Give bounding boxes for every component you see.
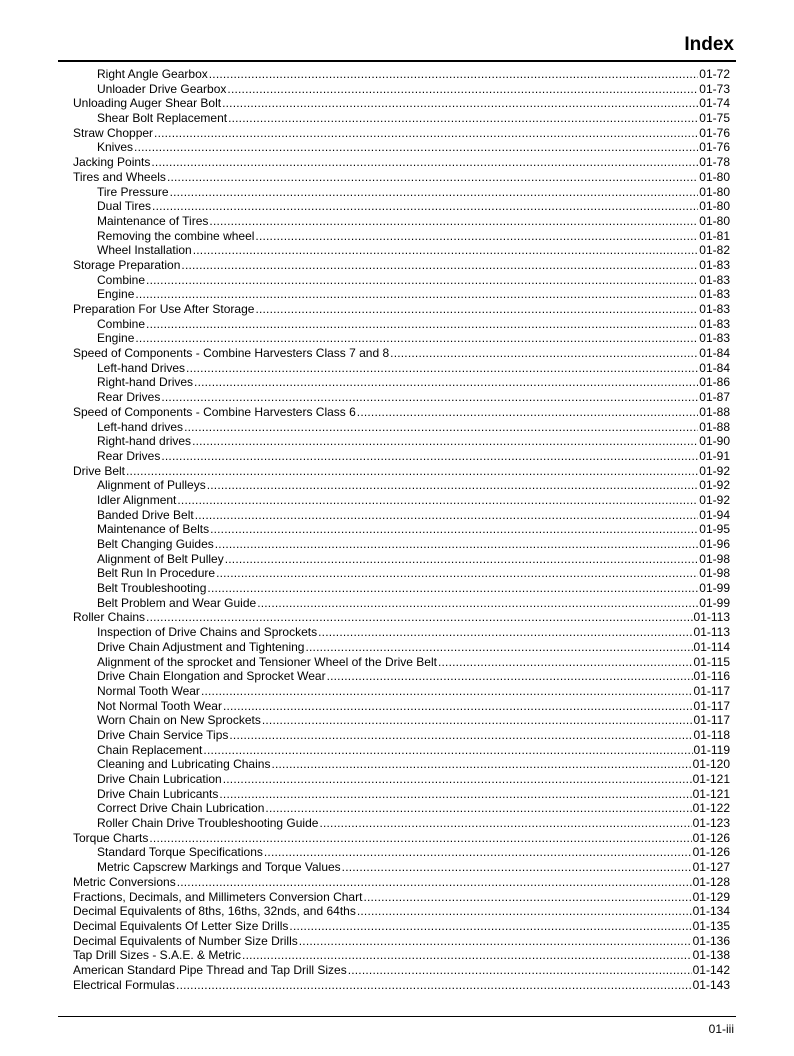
dot-leader [151,155,698,170]
index-subentry[interactable] [73,199,730,214]
dot-leader [363,890,691,905]
entry-page-number: 01-129 [692,889,730,904]
entry-label: Idler Alignment [97,492,177,507]
entry-label: Preparation For Use After Storage [73,302,255,316]
dot-leader [195,508,699,523]
entry-label: Speed of Components - Combine Harvesters Class 6 [73,404,356,419]
index-subentry[interactable] [73,317,730,332]
index-subentry[interactable] [73,669,730,684]
index-entry[interactable] [73,302,730,317]
index-subentry[interactable] [73,67,730,82]
dot-leader [262,713,693,728]
index-subentry[interactable] [73,772,730,787]
index-subentry[interactable] [73,713,730,728]
entry-label: Belt Problem and Wear Guide [97,595,257,610]
dot-leader [225,552,699,567]
index-subentry[interactable] [73,655,730,670]
index-subentry[interactable] [73,699,730,714]
entry-label: Rear Drives [97,390,161,405]
header-divider [58,60,736,62]
entry-label: Right-hand Drives [97,375,194,390]
index-subentry[interactable] [73,331,730,346]
index-subentry[interactable] [73,728,730,743]
index-subentry[interactable] [73,375,730,390]
entry-label: Normal Tooth Wear [97,683,200,698]
entry-page-number: 01-121 [692,786,730,801]
dot-leader [229,728,692,743]
entry-label: Electrical Formulas [73,977,176,992]
entry-page-number: 01-99 [699,595,730,610]
dot-leader [161,449,698,464]
entry-page-number: 01-84 [699,346,730,361]
entry-label: Correct Drive Chain Lubrication [97,801,265,816]
entry-page-number: 01-83 [699,287,730,302]
dot-leader [207,478,699,493]
entry-label: Engine [97,331,135,346]
entry-page-number: 01-72 [699,67,730,81]
page-number: 01-iii [708,1022,734,1036]
entry-page-number: 01-117 [693,698,730,713]
index-subentry[interactable] [73,214,730,229]
dot-leader [209,214,698,229]
dot-leader [154,126,698,141]
entry-label: Fractions, Decimals, and Millimeters Conversion Chart [73,889,363,904]
dot-leader [186,361,698,376]
entry-page-number: 01-92 [699,478,730,493]
entry-page-number: 01-119 [693,742,730,757]
dot-leader [161,390,698,405]
dot-leader [192,434,698,449]
entry-label: Unloading Auger Shear Bolt [73,96,222,111]
entry-page-number: 01-96 [699,537,730,551]
dot-leader [271,757,691,772]
index-subentry[interactable] [73,537,730,552]
dot-leader [228,111,698,126]
entry-page-number: 01-117 [693,683,730,698]
entry-label: Alignment of the sprocket and Tensioner Wheel of the Drive Belt [97,654,437,669]
dot-leader [327,669,693,684]
entry-page-number: 01-76 [699,140,730,155]
index-subentry[interactable] [73,522,730,537]
entry-label: Decimal Equivalents of Number Size Drills [73,933,298,948]
entry-label: Dual Tires [97,199,152,214]
dot-leader [227,82,698,97]
entry-page-number: 01-98 [699,551,730,566]
dot-leader [167,170,698,185]
entry-label: Maintenance of Tires [97,213,209,228]
dot-leader [146,317,698,332]
index-entry[interactable] [73,875,730,890]
dot-leader [342,860,692,875]
entry-page-number: 01-116 [693,669,730,684]
index-subentry[interactable] [73,243,730,258]
entry-label: Knives [97,140,134,155]
index-subentry[interactable] [73,684,730,699]
index-entry[interactable] [73,904,730,919]
entry-page-number: 01-113 [693,625,730,640]
entry-page-number: 01-83 [699,257,730,272]
entry-label: Not Normal Tooth Wear [97,698,222,713]
index-subentry[interactable] [73,478,730,493]
entry-label: Jacking Points [73,155,151,170]
entry-page-number: 01-142 [692,962,730,977]
entry-page-number: 01-127 [692,860,730,875]
index-subentry[interactable] [73,390,730,405]
dot-leader [203,743,692,758]
entry-page-number: 01-80 [699,169,730,184]
index-subentry[interactable] [73,185,730,200]
entry-page-number: 01-84 [699,360,730,375]
index-entry[interactable] [73,346,730,361]
dot-leader [201,684,693,699]
dot-leader [357,904,692,919]
entry-page-number: 01-123 [692,816,730,831]
entry-page-number: 01-117 [693,713,730,728]
dot-leader [135,331,698,346]
entry-page-number: 01-134 [692,904,730,919]
dot-leader [146,273,698,288]
entry-page-number: 01-90 [699,434,730,449]
entry-label: Unloader Drive Gearbox [97,81,227,96]
index-subentry[interactable] [73,640,730,655]
entry-page-number: 01-74 [699,96,730,111]
dot-leader [216,566,698,581]
index-entry[interactable] [73,126,730,141]
dot-leader [255,302,698,317]
entry-page-number: 01-83 [699,272,730,287]
entry-label: Roller Chain Drive Troubleshooting Guide [97,816,319,831]
index-entry[interactable] [73,963,730,978]
index-subentry[interactable] [73,449,730,464]
dot-leader [305,640,692,655]
entry-page-number: 01-82 [699,243,730,258]
entry-page-number: 01-143 [692,977,730,992]
index-entry[interactable] [73,831,730,846]
index-subentry[interactable] [73,581,730,596]
entry-page-number: 01-73 [699,81,730,96]
entry-label: Tire Pressure [97,184,169,199]
entry-label: Belt Troubleshooting [97,581,207,596]
index-list [73,67,730,992]
entry-page-number: 01-115 [693,654,730,669]
dot-leader [264,845,692,860]
dot-leader [181,258,698,273]
dot-leader [176,978,692,993]
entry-page-number: 01-83 [699,331,730,346]
entry-label: Right-hand drives [97,434,192,449]
entry-label: Decimal Equivalents Of Letter Size Drills [73,918,289,933]
entry-page-number: 01-126 [692,845,730,860]
index-subentry[interactable] [73,361,730,376]
entry-label: Tap Drill Sizes - S.A.E. & Metric [73,948,242,963]
dot-leader [184,420,698,435]
entry-label: Removing the combine wheel [97,228,255,243]
entry-page-number: 01-128 [692,874,730,889]
entry-label: Alignment of Belt Pulley [97,551,224,566]
dot-leader [177,875,692,890]
entry-label: Drive Chain Elongation and Sprocket Wear [97,669,326,684]
index-subentry[interactable] [73,82,730,97]
entry-page-number: 01-88 [699,404,730,419]
index-subentry[interactable] [73,596,730,611]
index-subentry[interactable] [73,743,730,758]
dot-leader [223,699,693,714]
entry-page-number: 01-126 [692,830,730,845]
entry-page-number: 01-76 [699,125,730,140]
dot-leader [289,919,691,934]
index-subentry[interactable] [73,845,730,860]
entry-page-number: 01-95 [699,522,730,537]
entry-label: Standard Torque Specifications [97,845,263,860]
index-entry[interactable] [73,155,730,170]
index-entry[interactable] [73,258,730,273]
dot-leader [152,199,698,214]
index-subentry[interactable] [73,566,730,581]
dot-leader [194,375,698,390]
entry-page-number: 01-114 [693,639,730,654]
dot-leader [318,625,692,640]
dot-leader [319,816,691,831]
dot-leader [255,229,698,244]
dot-leader [215,537,699,552]
dot-leader [242,948,692,963]
dot-leader [438,655,693,670]
entry-label: American Standard Pipe Thread and Tap Drill Sizes [73,962,347,977]
entry-label: Worn Chain on New Sprockets [97,713,261,728]
entry-label: Rear Drives [97,448,161,463]
entry-label: Drive Chain Service Tips [97,727,229,742]
index-entry[interactable] [73,405,730,420]
entry-page-number: 01-78 [699,155,730,170]
dot-leader [177,493,698,508]
entry-page-number: 01-92 [699,463,730,478]
index-subentry[interactable] [73,140,730,155]
entry-label: Cleaning and Lubricating Chains [97,757,271,772]
dot-leader [219,787,691,802]
entry-page-number: 01-91 [699,448,730,463]
entry-label: Shear Bolt Replacement [97,111,228,126]
entry-label: Alignment of Pulleys [97,478,206,493]
index-subentry[interactable] [73,493,730,508]
page-title: Index [684,34,734,55]
entry-page-number: 01-118 [693,727,730,742]
entry-page-number: 01-122 [692,801,730,816]
entry-label: Drive Belt [73,463,126,478]
index-subentry[interactable] [73,860,730,875]
entry-label: Inspection of Drive Chains and Sprockets [97,625,318,640]
entry-label: Metric Capscrew Markings and Torque Values [97,860,341,875]
entry-label: Torque Charts [73,830,149,845]
entry-page-number: 01-80 [699,199,730,214]
dot-leader [134,140,698,155]
dot-leader [210,522,698,537]
index-subentry[interactable] [73,757,730,772]
entry-page-number: 01-94 [699,507,730,522]
entry-page-number: 01-120 [692,757,730,772]
index-entry[interactable] [73,978,730,993]
entry-label: Roller Chains [73,610,146,625]
dot-leader [207,581,698,596]
dot-leader [390,346,698,361]
dot-leader [357,405,699,420]
entry-page-number: 01-83 [699,316,730,331]
entry-page-number: 01-80 [699,184,730,199]
dot-leader [209,67,699,82]
entry-label: Drive Chain Lubricants [97,786,219,801]
index-subentry[interactable] [73,229,730,244]
index-subentry[interactable] [73,816,730,831]
entry-label: Banded Drive Belt [97,507,194,522]
entry-label: Maintenance of Belts [97,522,210,537]
entry-label: Wheel Installation [97,243,192,258]
entry-page-number: 01-138 [692,948,730,963]
entry-label: Left-hand Drives [97,360,186,375]
entry-page-number: 01-98 [699,566,730,581]
entry-label: Belt Changing Guides [97,537,214,551]
entry-page-number: 01-87 [699,390,730,405]
entry-page-number: 01-121 [692,772,730,786]
index-entry[interactable] [73,96,730,111]
index-subentry[interactable] [73,801,730,816]
entry-page-number: 01-80 [699,213,730,228]
dot-leader [146,610,692,625]
index-subentry[interactable] [73,434,730,449]
entry-page-number: 01-135 [692,918,730,933]
entry-page-number: 01-92 [699,492,730,507]
entry-label: Drive Chain Adjustment and Tightening [97,639,305,654]
dot-leader [223,772,692,787]
entry-label: Speed of Components - Combine Harvesters Class 7 and 8 [73,346,390,361]
index-entry[interactable] [73,948,730,963]
index-entry[interactable] [73,890,730,905]
entry-label: Combine [97,272,146,287]
index-subentry[interactable] [73,420,730,435]
entry-page-number: 01-75 [699,111,730,126]
entry-label: Right Angle Gearbox [97,67,208,81]
dot-leader [257,596,698,611]
entry-label: Straw Chopper [73,125,154,140]
index-entry[interactable] [73,464,730,479]
entry-label: Drive Chain Lubrication [97,772,222,786]
dot-leader [348,963,692,978]
dot-leader [265,801,691,816]
entry-page-number: 01-88 [699,419,730,434]
index-subentry[interactable] [73,552,730,567]
dot-leader [126,464,698,479]
dot-leader [193,243,699,258]
entry-page-number: 01-81 [699,228,730,243]
entry-page-number: 01-136 [692,933,730,948]
entry-label: Left-hand drives [97,419,184,434]
entry-page-number: 01-86 [699,375,730,390]
dot-leader [299,934,692,949]
index-subentry[interactable] [73,111,730,126]
entry-label: Engine [97,287,135,302]
index-subentry[interactable] [73,287,730,302]
index-entry[interactable] [73,919,730,934]
dot-leader [170,185,699,200]
index-entry[interactable] [73,170,730,185]
index-entry[interactable] [73,610,730,625]
entry-page-number: 01-99 [699,581,730,596]
entry-label: Combine [97,316,146,331]
entry-label: Storage Preparation [73,257,181,272]
index-subentry[interactable] [73,273,730,288]
dot-leader [149,831,691,846]
dot-leader [135,287,698,302]
entry-label: Chain Replacement [97,742,203,757]
entry-label: Decimal Equivalents of 8ths, 16ths, 32nds, and 64ths [73,904,356,919]
footer-divider [58,1016,736,1017]
entry-label: Belt Run In Procedure [97,566,216,581]
index-subentry[interactable] [73,787,730,802]
dot-leader [222,96,698,111]
index-subentry[interactable] [73,508,730,523]
entry-page-number: 01-83 [699,302,730,316]
entry-label: Tires and Wheels [73,169,166,184]
index-entry[interactable] [73,934,730,949]
entry-label: Metric Conversions [73,874,176,889]
entry-page-number: 01-113 [693,610,730,625]
index-subentry[interactable] [73,625,730,640]
